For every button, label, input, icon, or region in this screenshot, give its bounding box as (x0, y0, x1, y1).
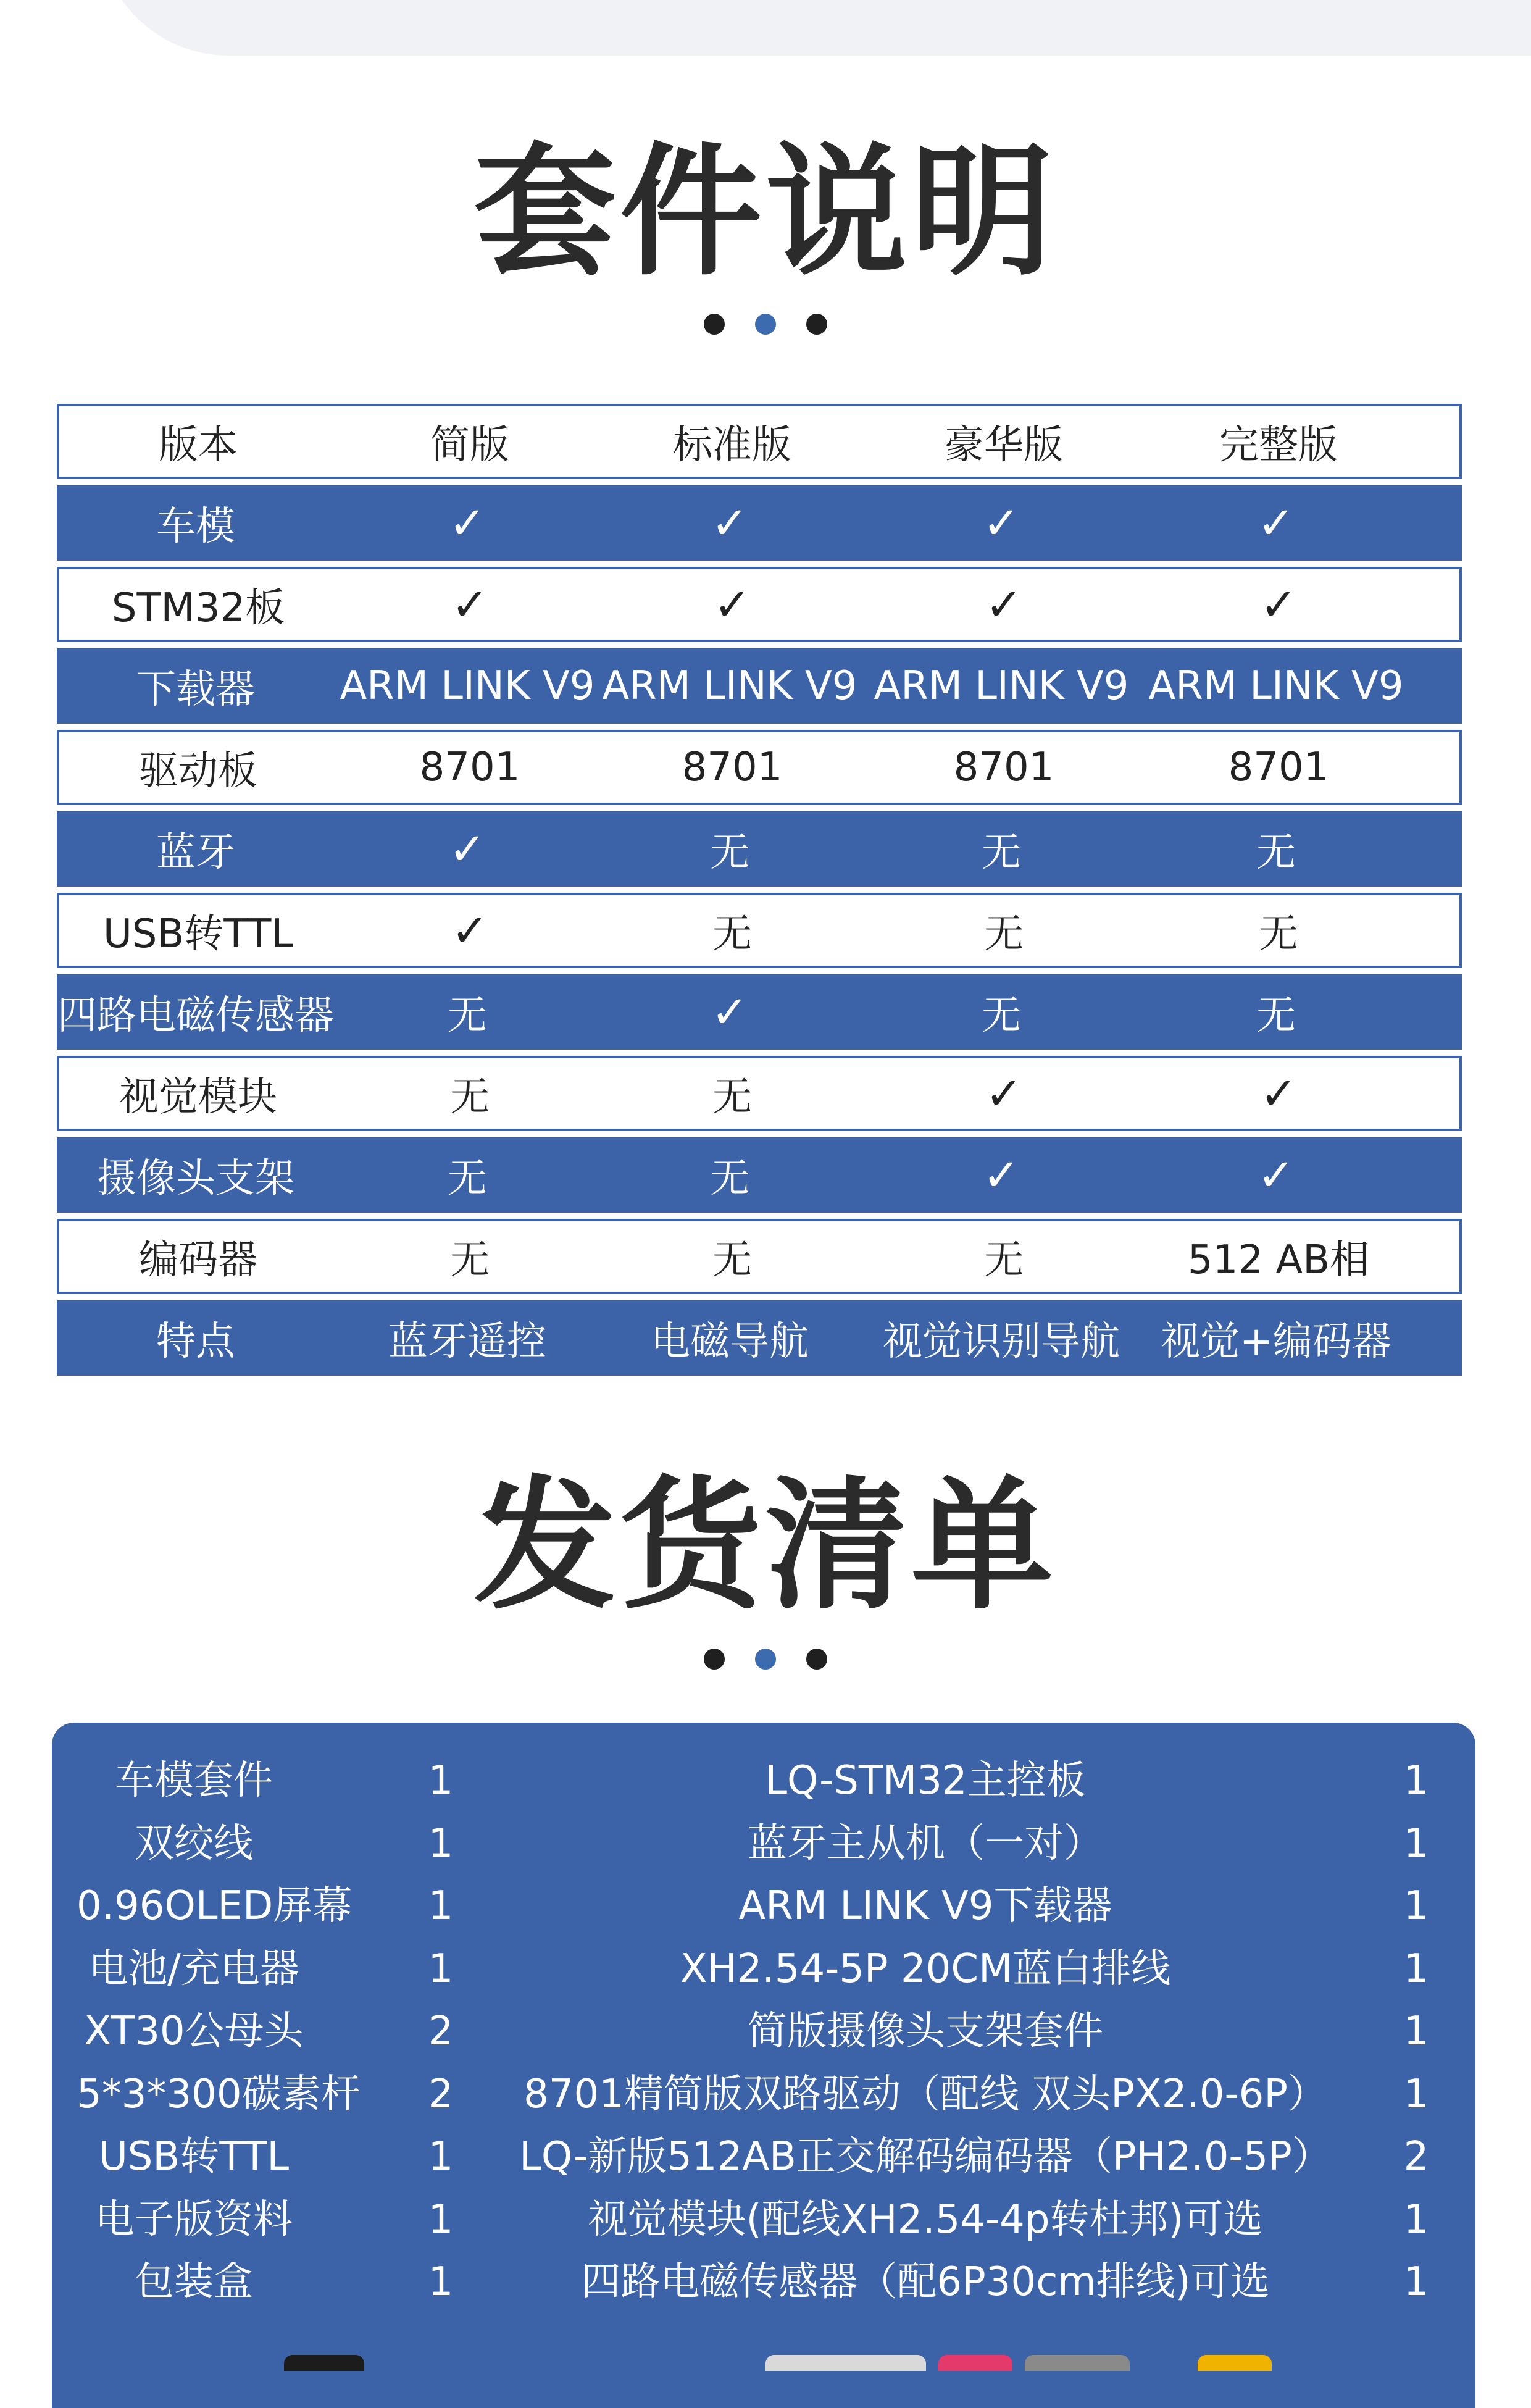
table-cell: ✓ (985, 579, 1023, 630)
table-row (57, 811, 1462, 887)
table-cell: 无 (448, 993, 487, 1039)
table-row (57, 1300, 1462, 1376)
row-label: 驱动板 (139, 748, 257, 794)
row-label: USB转TTL (102, 911, 294, 957)
row-label: STM32板 (111, 585, 285, 631)
table-cell: ✓ (1257, 1149, 1295, 1201)
table-row (57, 1056, 1462, 1131)
item-quantity: 1 (1403, 2196, 1429, 2243)
table-cell: ✓ (1257, 497, 1295, 549)
table-row (57, 1137, 1462, 1213)
table-cell: 无 (710, 1156, 749, 1202)
table-cell: 蓝牙遥控 (388, 1319, 546, 1365)
item-quantity: 1 (428, 2134, 454, 2180)
table-cell: ✓ (711, 497, 749, 549)
table-cell: 无 (984, 1237, 1024, 1283)
item-quantity: 1 (428, 1820, 454, 1867)
row-label: 四路电磁传感器 (57, 993, 334, 1039)
row-label: 特点 (156, 1319, 235, 1365)
table-cell: ✓ (1259, 1068, 1298, 1119)
dot-icon (755, 1649, 776, 1670)
product-photo-strip (235, 2346, 1284, 2371)
item-quantity: 1 (428, 1946, 454, 1992)
list-item (52, 2189, 1475, 2251)
row-label: 视觉模块 (119, 1074, 277, 1120)
table-cell: ✓ (713, 579, 751, 630)
item-name: 车模套件 (115, 1758, 273, 1804)
shipping-section-title: 发货清单 (473, 1464, 1057, 1629)
list-item (52, 1938, 1475, 2000)
item-quantity: 1 (428, 2259, 454, 2305)
table-cell: 视觉+编码器 (1161, 1319, 1391, 1365)
table-cell: ✓ (451, 579, 489, 630)
top-decorative-band (99, 0, 1531, 56)
item-name: 0.96OLED屏幕 (77, 1883, 353, 1929)
item-quantity: 1 (428, 1883, 454, 1929)
row-label: 摄像头支架 (97, 1156, 294, 1202)
item-quantity: 1 (428, 2196, 454, 2243)
list-item (52, 2000, 1475, 2062)
table-cell: ✓ (982, 497, 1020, 549)
table-cell: 豪华版 (945, 422, 1063, 468)
table-cell: 完整版 (1219, 422, 1338, 468)
row-label: 车模 (156, 504, 235, 550)
table-cell: 8701 (953, 745, 1054, 790)
dot-icon (806, 314, 827, 335)
list-item (52, 1750, 1475, 1812)
item-name: 包装盒 (135, 2259, 253, 2305)
dot-icon (704, 314, 725, 335)
table-cell: 简版 (430, 422, 509, 468)
table-cell: ✓ (448, 497, 486, 549)
table-row (57, 485, 1462, 561)
item-quantity: 1 (1403, 2259, 1429, 2305)
item-name: 5*3*300碳素杆 (77, 2071, 361, 2117)
item-description: XH2.54-5P 20CM蓝白排线 (680, 1946, 1171, 1992)
item-quantity: 1 (1403, 1883, 1429, 1929)
table-cell: 无 (1259, 911, 1298, 957)
dot-icon (704, 1649, 725, 1670)
item-name: XT30公母头 (84, 2009, 304, 2054)
table-cell: 无 (450, 1074, 490, 1120)
table-cell: 无 (712, 911, 752, 957)
item-description: 蓝牙主从机（一对） (748, 1820, 1103, 1867)
row-label: 版本 (159, 422, 238, 468)
item-description: 8701精简版双路驱动（配线 双头PX2.0-6P） (524, 2071, 1327, 2117)
row-label: 蓝牙 (156, 830, 235, 876)
item-quantity: 1 (1403, 2071, 1429, 2117)
table-cell: ARM LINK V9 (340, 663, 595, 709)
table-cell: 无 (710, 830, 749, 876)
list-item (52, 1875, 1475, 1937)
list-item (52, 2063, 1475, 2125)
table-cell: 512 AB相 (1187, 1237, 1370, 1283)
table-cell: 无 (448, 1156, 487, 1202)
item-name: 双绞线 (135, 1820, 253, 1867)
dot-icon (806, 1649, 827, 1670)
table-cell: ✓ (451, 905, 489, 956)
table-cell: 无 (1256, 993, 1296, 1039)
table-cell: ARM LINK V9 (874, 663, 1129, 709)
table-cell: 标准版 (673, 422, 791, 468)
table-row (57, 730, 1462, 805)
shipping-section-dots (698, 1649, 833, 1673)
item-quantity: 1 (1403, 1758, 1429, 1804)
table-cell: ✓ (985, 1068, 1023, 1119)
item-name: 电子版资料 (95, 2196, 293, 2243)
item-description: LQ-STM32主控板 (765, 1758, 1086, 1804)
item-description: ARM LINK V9下载器 (738, 1883, 1112, 1929)
table-cell: ARM LINK V9 (1148, 663, 1404, 709)
shipping-list-panel (52, 1723, 1475, 2408)
item-name: USB转TTL (98, 2134, 290, 2180)
row-label: 编码器 (139, 1237, 257, 1283)
item-description: 四路电磁传感器（配6P30cm排线)可选 (581, 2259, 1270, 2305)
table-row (57, 893, 1462, 968)
kit-section-title: 套件说明 (473, 130, 1057, 295)
item-quantity: 1 (428, 1758, 454, 1804)
kit-section-dots (698, 314, 833, 338)
table-cell: ✓ (448, 823, 486, 875)
item-quantity: 1 (1403, 1820, 1429, 1867)
table-cell: 8701 (1228, 745, 1329, 790)
table-cell: 无 (982, 993, 1021, 1039)
row-label: 下载器 (136, 667, 255, 713)
table-cell: 无 (984, 911, 1024, 957)
item-quantity: 1 (1403, 2009, 1429, 2054)
item-description: 视觉模块(配线XH2.54-4p转杜邦)可选 (588, 2196, 1263, 2243)
item-quantity: 2 (428, 2071, 454, 2117)
table-cell: ✓ (982, 1149, 1020, 1201)
item-quantity: 1 (1403, 1946, 1429, 1992)
table-row (57, 648, 1462, 724)
table-cell: 视觉识别导航 (883, 1319, 1120, 1365)
table-cell: 电磁导航 (651, 1319, 809, 1365)
list-item (52, 1813, 1475, 1875)
table-cell: 8701 (419, 745, 520, 790)
item-description: 简版摄像头支架套件 (748, 2009, 1103, 2054)
table-header-row (57, 404, 1462, 479)
table-row (57, 1219, 1462, 1294)
item-quantity: 2 (428, 2009, 454, 2054)
list-item (52, 2126, 1475, 2188)
table-cell: 无 (1256, 830, 1296, 876)
table-cell: 无 (982, 830, 1021, 876)
table-cell: 8701 (682, 745, 783, 790)
table-cell: 无 (712, 1074, 752, 1120)
table-cell: 无 (450, 1237, 490, 1283)
table-row (57, 567, 1462, 642)
table-cell: 无 (712, 1237, 752, 1283)
list-item (52, 2251, 1475, 2313)
table-cell: ✓ (1259, 579, 1298, 630)
dot-icon (755, 314, 776, 335)
table-cell: ✓ (711, 986, 749, 1038)
item-name: 电池/充电器 (88, 1946, 299, 1992)
item-quantity: 2 (1403, 2134, 1429, 2180)
item-description: LQ-新版512AB正交解码编码器（PH2.0-5P） (519, 2134, 1332, 2180)
table-row (57, 974, 1462, 1050)
table-cell: ARM LINK V9 (602, 663, 857, 709)
